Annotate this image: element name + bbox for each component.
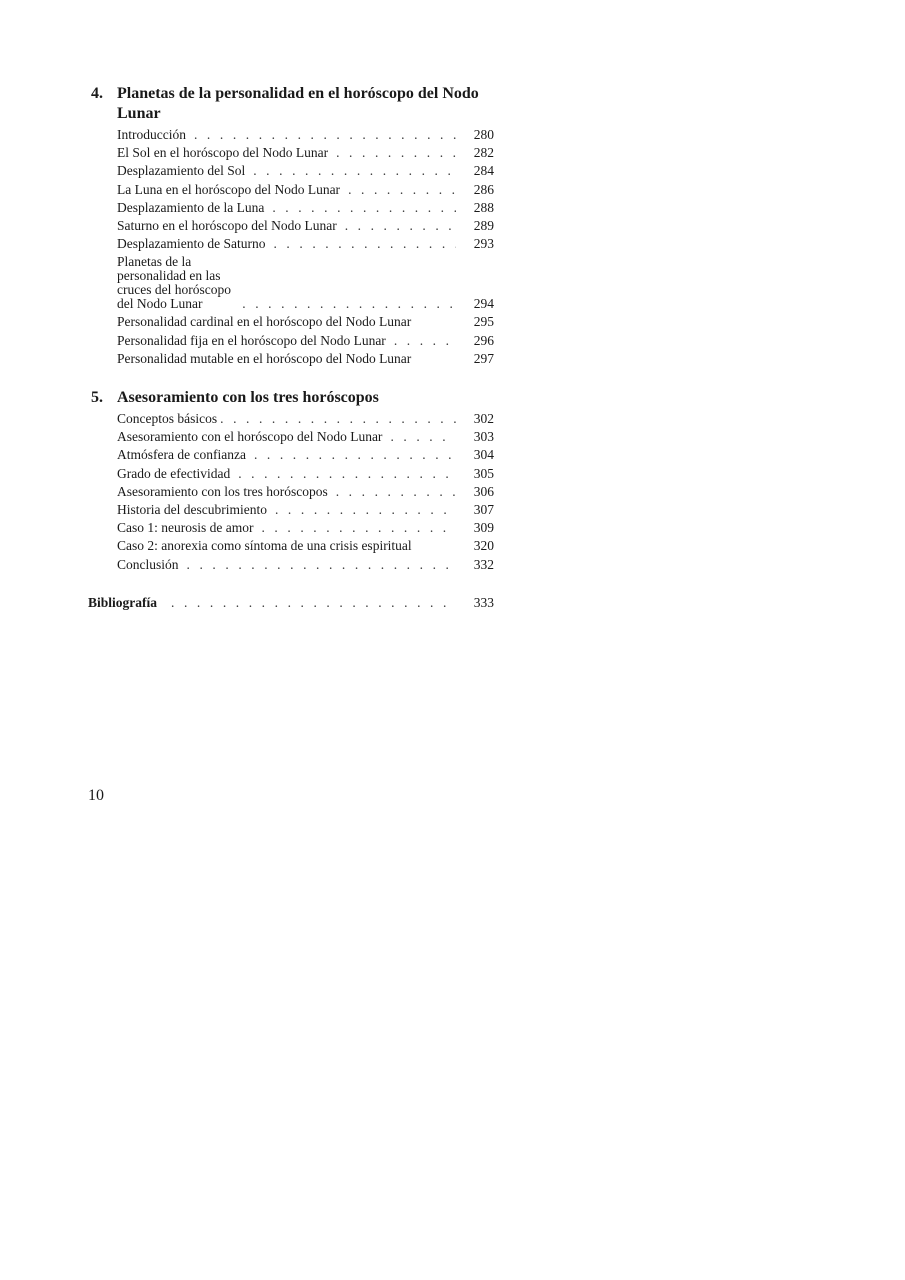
- dot-leader: [275, 501, 456, 519]
- toc-entry: [117, 465, 494, 483]
- dot-leader: [171, 594, 456, 612]
- entry-page: 305: [473, 465, 494, 481]
- entry-label: Historia del descubrimiento: [117, 502, 267, 518]
- toc-entry: [117, 556, 494, 574]
- entry-label: Atmósfera de confianza: [117, 447, 246, 463]
- entry-label: El Sol en el horóscopo del Nodo Lunar: [117, 145, 329, 161]
- entry-page: 307: [473, 502, 494, 518]
- chapter-5: [88, 388, 494, 574]
- chapter-heading: [88, 84, 494, 124]
- entry-label: Desplazamiento de la Luna: [117, 199, 265, 215]
- dot-leader: [187, 556, 456, 574]
- dot-leader: [253, 162, 456, 180]
- dot-leader: [273, 235, 456, 253]
- entry-label: Caso 1: neurosis de amor: [117, 520, 254, 536]
- table-of-contents: [88, 84, 494, 612]
- toc-entry: [117, 126, 494, 144]
- entry-label: Personalidad mutable en el horóscopo del Nodo Lunar: [117, 350, 412, 366]
- chapter-4: [88, 84, 494, 368]
- dot-leader: [394, 332, 456, 350]
- dot-leader: [336, 144, 456, 162]
- toc-entry: [117, 217, 494, 235]
- entry-page: 286: [473, 181, 494, 197]
- toc-entry: [117, 235, 494, 253]
- page-number: 10: [88, 787, 104, 804]
- entry-page: 304: [473, 447, 494, 463]
- toc-entry: [117, 162, 494, 180]
- entry-label: La Luna en el horóscopo del Nodo Lunar: [117, 181, 341, 197]
- toc-entry: [117, 313, 494, 331]
- toc-entry: [117, 199, 494, 217]
- bibliography-entry: [88, 594, 494, 612]
- dot-leader: [348, 181, 456, 199]
- entry-page: 306: [473, 483, 494, 499]
- entry-label: Conclusión: [117, 556, 179, 572]
- entry-label: Personalidad cardinal en el horóscopo del Nodo Lunar: [117, 314, 412, 330]
- dot-leader: [261, 519, 456, 537]
- toc-entry: [117, 410, 494, 428]
- chapter-entries: [117, 410, 494, 574]
- toc-entry: [117, 181, 494, 199]
- chapter-title: Planetas de la personalidad en el horóscopo del Nodo Lunar: [117, 85, 479, 122]
- entry-page: 280: [473, 127, 494, 142]
- entry-page: 303: [473, 429, 494, 445]
- entry-page: 289: [473, 218, 494, 234]
- entry-label: Personalidad fija en el horóscopo del Nodo Lunar: [117, 332, 386, 348]
- dot-leader: [194, 126, 456, 144]
- entry-page: 295: [473, 314, 494, 330]
- toc-entry: [117, 537, 494, 555]
- entry-label: Conceptos básicos: [117, 411, 218, 427]
- entry-page: 309: [473, 520, 494, 536]
- chapter-number: 4.: [91, 85, 103, 102]
- entry-label: Asesoramiento con los tres horóscopos: [117, 483, 328, 499]
- entry-page: 320: [473, 538, 494, 554]
- toc-entry: [117, 519, 494, 537]
- entry-page: 332: [473, 556, 494, 572]
- entry-label: Desplazamiento de Saturno: [117, 236, 266, 252]
- dot-leader: [254, 446, 456, 464]
- entry-page: 282: [473, 145, 494, 161]
- entry-label: Asesoramiento con el horóscopo del Nodo Lunar: [117, 429, 383, 445]
- entry-label: Saturno en el horóscopo del Nodo Lunar: [117, 218, 337, 234]
- entry-page: 302: [473, 411, 494, 427]
- dot-leader: [390, 428, 456, 446]
- chapter-entries: [117, 126, 494, 368]
- entry-page: 297: [473, 350, 494, 366]
- entry-label: Planetas de la personalidad en las cruces del horóscopo del Nodo Lunar: [117, 254, 231, 312]
- toc-entry: [117, 483, 494, 501]
- toc-entry: [117, 350, 494, 368]
- entry-label: Grado de efectividad: [117, 465, 231, 481]
- dot-leader: [336, 483, 456, 501]
- entry-page: 284: [473, 163, 494, 179]
- dot-leader: [272, 199, 456, 217]
- toc-entry: [117, 428, 494, 446]
- bibliography-label: Bibliografía: [88, 594, 158, 610]
- toc-entry: [117, 144, 494, 162]
- toc-entry: [117, 253, 494, 313]
- dot-leader: [238, 465, 456, 483]
- chapter-heading: [88, 388, 494, 408]
- dot-leader: [345, 217, 456, 235]
- dot-leader: [220, 410, 456, 428]
- entry-page: 296: [473, 332, 494, 348]
- toc-entry: [117, 332, 494, 350]
- chapter-number: 5.: [91, 389, 103, 407]
- bibliography-page: 333: [473, 594, 494, 610]
- entry-label: Introducción: [117, 127, 186, 142]
- toc-entry: [117, 501, 494, 519]
- entry-page: 288: [473, 199, 494, 215]
- entry-label: Desplazamiento del Sol: [117, 163, 246, 179]
- chapter-title: Asesoramiento con los tres horóscopos: [117, 389, 379, 407]
- dot-leader: [242, 297, 456, 311]
- entry-page: 293: [473, 236, 494, 252]
- toc-entry: [117, 446, 494, 464]
- entry-label: Caso 2: anorexia como síntoma de una crisis espiritual: [117, 538, 412, 554]
- entry-page: 294: [473, 296, 494, 312]
